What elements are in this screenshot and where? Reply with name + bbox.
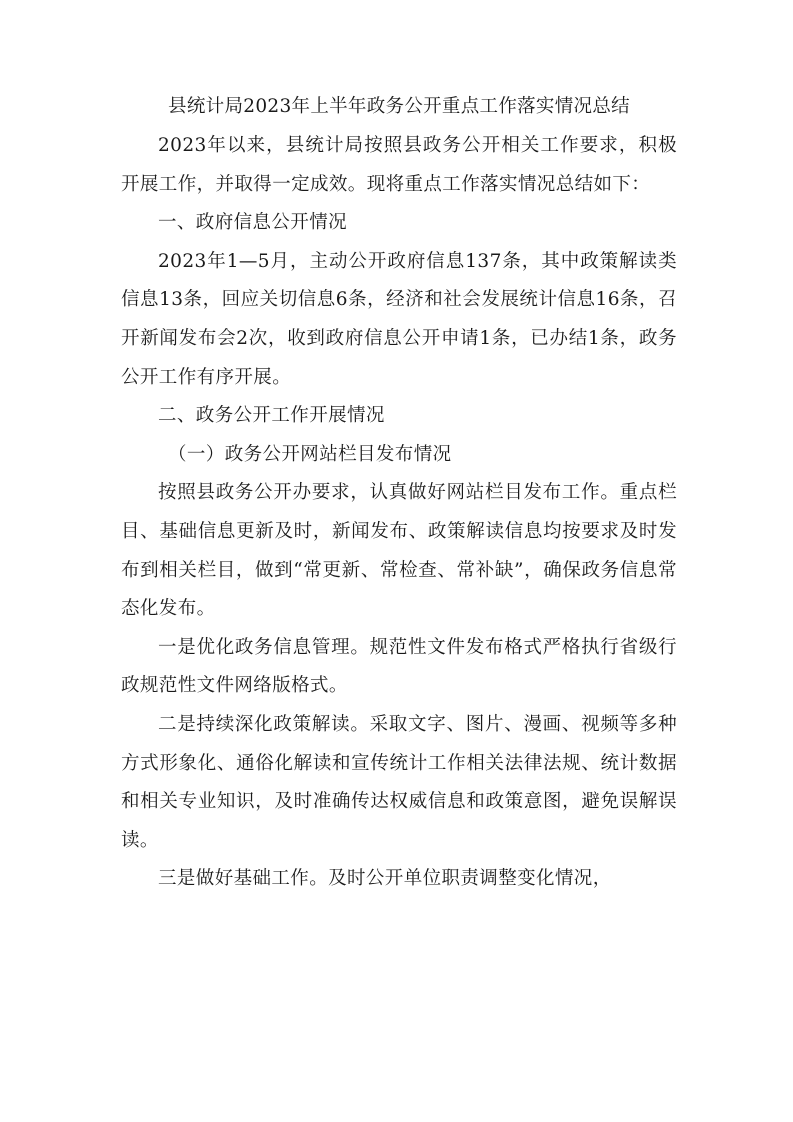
- document-title: 县统计局2023年上半年政务公开重点工作落实情况总结: [168, 96, 630, 117]
- point-2-paragraph: 二是持续深化政策解读。采取文字、图片、漫画、视频等多种方式形象化、通俗化解读和宣传统计工作相关法律法规、统计数据和相关专业知识，及时准确传达权威信息和政策意图，避免误解误读。: [121, 713, 677, 851]
- point-3-paragraph: 三是做好基础工作。及时公开单位职责调整变化情况，: [158, 868, 612, 890]
- subsection-1-paragraph: 按照县政务公开办要求，认真做好网站栏目发布工作。重点栏目、基础信息更新及时，新闻发布、政策解读信息均按要求及时发布到相关栏目，做到“常更新、常检查、常补缺”，确保政务信息常态化发布。: [121, 482, 677, 620]
- subsection-1-heading: （一）政务公开网站栏目发布情况: [168, 443, 452, 465]
- section-1-heading: 一、政府信息公开情况: [158, 212, 348, 234]
- section-1-paragraph: 2023年1—5月，主动公开政府信息137条，其中政策解读类信息13条，回应关切信息6条，经济和社会发展统计信息16条，召开新闻发布会2次，收到政府信息公开申请1条，已办结1条，政务公开工作有序开展。: [121, 250, 677, 388]
- intro-paragraph: 2023年以来，县统计局按照县政务公开相关工作要求，积极开展工作，并取得一定成效。现将重点工作落实情况总结如下：: [121, 135, 677, 195]
- point-1-paragraph: 一是优化政务信息管理。规范性文件发布格式严格执行省级行政规范性文件网络版格式。: [121, 636, 677, 697]
- document-body: [121, 94, 677, 899]
- section-2-heading: 二、政务公开工作开展情况: [158, 405, 385, 427]
